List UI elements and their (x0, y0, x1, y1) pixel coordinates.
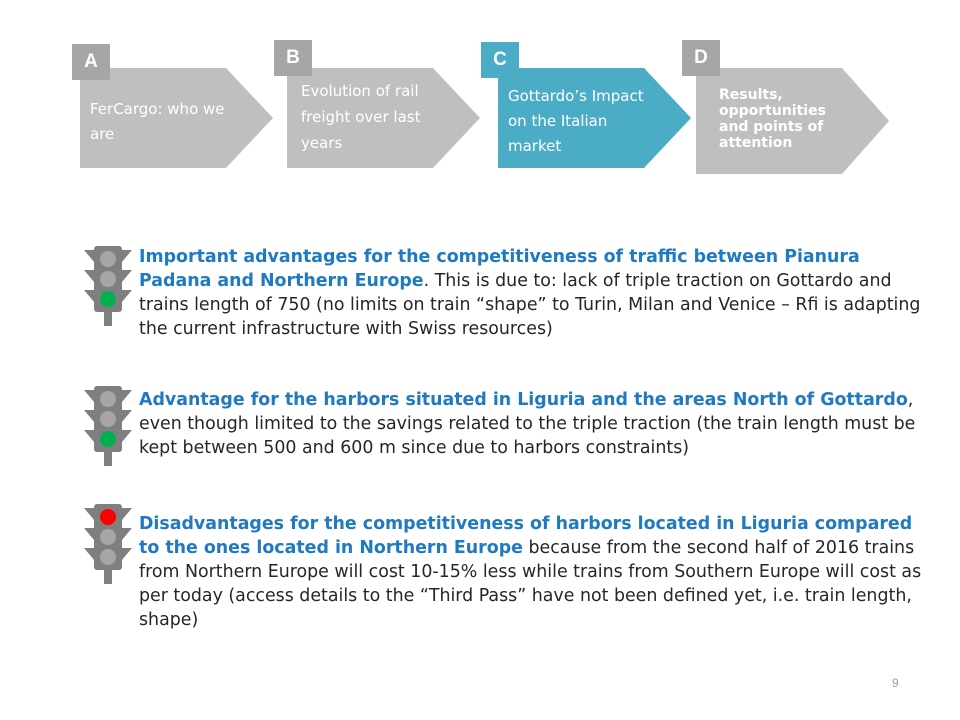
process-step-b (283, 40, 513, 180)
traffic-light-icon (84, 504, 132, 588)
step-letter-badge: A (72, 44, 110, 80)
traffic-light-icon (84, 386, 132, 470)
step-label: Evolution of rail freight over last years (301, 82, 421, 152)
point-highlight: Advantage for the harbors situated in Liguria and the areas North of Gottardo (139, 390, 908, 410)
signal-bottom-green (100, 291, 116, 307)
page-number: 9 (892, 676, 899, 690)
point-text: , even though limited to the savings related to the triple traction (the train length must be kept between 500 and 600 m since due to harbors constraints) (139, 390, 916, 458)
process-step-d (692, 40, 922, 180)
step-letter-badge: D (682, 40, 720, 76)
signal-top (100, 251, 116, 267)
point-paragraph (139, 388, 929, 460)
step-label: FerCargo: who we are (90, 100, 225, 143)
step-letter-badge: C (481, 42, 519, 78)
step-label: Results, opportunities and points of attention (719, 87, 826, 151)
point-highlight: Disadvantages for the competitiveness of harbors located in Liguria compared to the ones located in Northern Europe (139, 514, 913, 558)
step-label: Gottardo’s Impact on the Italian market (508, 87, 644, 155)
point-paragraph (139, 512, 929, 632)
traffic-light-icon (84, 246, 132, 330)
point-highlight: Important advantages for the competitiveness of traffic between Pianura Padana and Northern Europe (139, 247, 860, 291)
signal-bottom (100, 549, 116, 565)
signal-middle (100, 271, 116, 287)
signal-top-red (100, 509, 116, 525)
point-paragraph (139, 245, 929, 341)
point-text: because from the second half of 2016 trains from Northern Europe will cost 10-15% less while trains from Southern Europe will cost as per today (access details to the “Third Pass” have not been defined yet, i.e. train length, shape) (139, 538, 922, 630)
point-text: . This is due to: lack of triple traction on Gottardo and trains length of 750 (no limits on train “shape” to Turin, Milan and Venice – Rfi is adapting the current infrastructure with Swiss resources) (139, 271, 921, 339)
signal-middle (100, 411, 116, 427)
step-letter-badge: B (274, 40, 312, 76)
process-step-a (76, 40, 306, 180)
signal-top (100, 391, 116, 407)
signal-middle (100, 529, 116, 545)
signal-bottom-green (100, 431, 116, 447)
